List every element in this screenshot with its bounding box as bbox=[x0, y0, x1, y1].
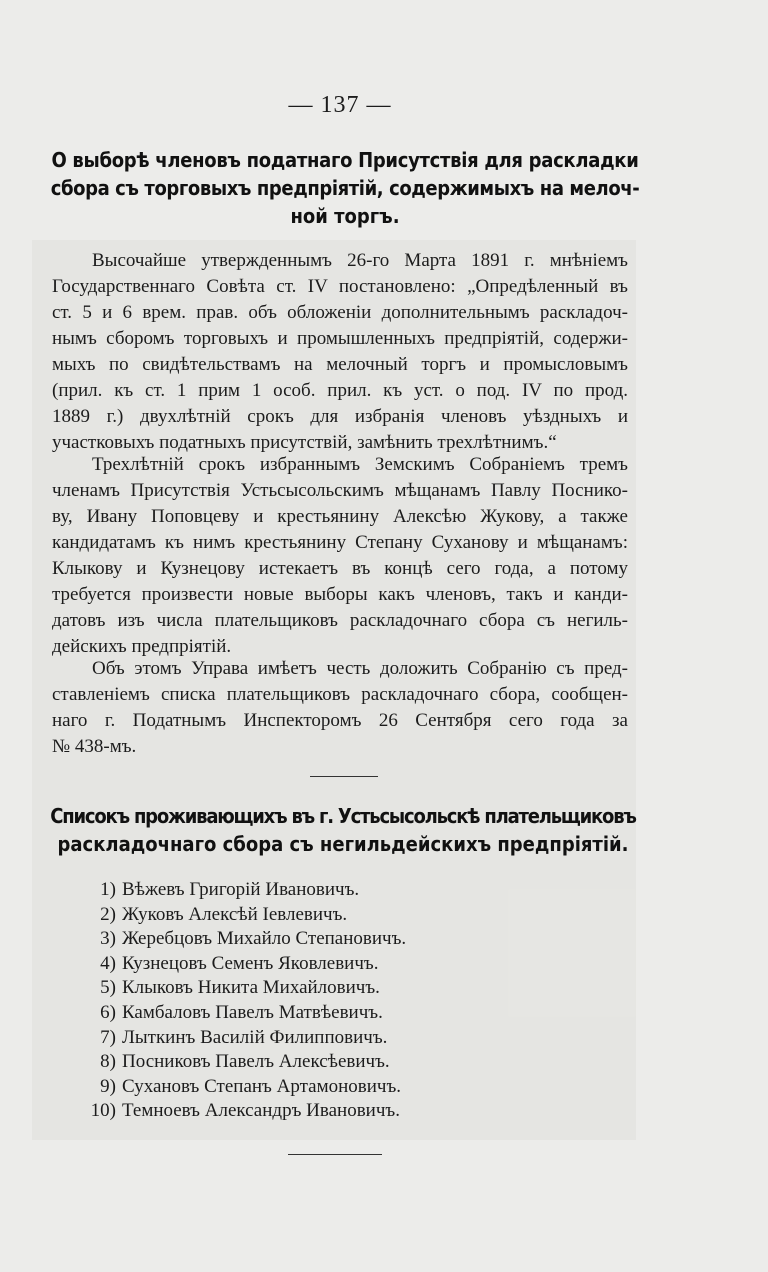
text-line: 1889 г.) двухлѣтній срокъ для избранія членовъ уѣздныхъ и bbox=[52, 406, 628, 427]
item-name: Сухановъ Степанъ Артамоновичъ. bbox=[122, 1075, 402, 1097]
paragraph-term bbox=[52, 452, 628, 660]
item-number: 5) bbox=[100, 977, 116, 999]
text-line: Высочайше утвержденнымъ 26-го Марта 1891 г. мнѣніемъ bbox=[92, 250, 628, 271]
item-number: 6) bbox=[100, 1001, 116, 1023]
item-name: Камбаловъ Павелъ Матвѣевичъ. bbox=[122, 1001, 383, 1023]
text-line: ст. 5 и 6 врем. прав. объ обложеніи дополнительнымъ раскладоч- bbox=[52, 302, 628, 323]
item-number: 7) bbox=[100, 1026, 116, 1048]
page-number: — 137 — bbox=[288, 92, 392, 118]
text-line: № 438-мъ. bbox=[52, 736, 137, 757]
list-item bbox=[88, 878, 608, 903]
text-line: нымъ сборомъ торговыхъ и промышленныхъ предпріятій, содержи- bbox=[52, 328, 628, 349]
payers-list bbox=[88, 878, 608, 1124]
item-name: Вѣжевъ Григорій Ивановичъ. bbox=[122, 879, 360, 900]
section-divider bbox=[310, 776, 378, 777]
list-item bbox=[88, 903, 608, 928]
text-line: наго г. Податнымъ Инспекторомъ 26 Сентября сего года за bbox=[52, 710, 628, 731]
item-number: 9) bbox=[100, 1075, 116, 1097]
end-divider bbox=[288, 1154, 382, 1155]
item-name: Жуковъ Алексѣй Іевлевичъ. bbox=[122, 903, 348, 925]
item-name: Темноевъ Александръ Ивановичъ. bbox=[122, 1100, 400, 1122]
item-number: 2) bbox=[100, 903, 116, 925]
text-line: мыхъ по свидѣтельствамъ на мелочный торгъ и промысловымъ bbox=[52, 354, 628, 375]
text-line: (прил. къ ст. 1 прим 1 особ. прил. къ уст. о под. IV по прод. bbox=[52, 380, 628, 401]
item-number: 10) bbox=[90, 1100, 116, 1122]
text-line: участковыхъ податныхъ присутствій, замѣнить трехлѣтнимъ.“ bbox=[52, 432, 557, 453]
list-item bbox=[88, 952, 608, 977]
list-item bbox=[88, 1026, 608, 1051]
text-line: Государственнаго Совѣта ст. IV постановлено: „Опредѣленный въ bbox=[52, 276, 628, 297]
list-item bbox=[88, 927, 608, 952]
list-item bbox=[88, 976, 608, 1001]
text-line: членамъ Присутствія Устьсысольскимъ мѣщанамъ Павлу Поснико- bbox=[52, 480, 628, 501]
paragraph-report bbox=[52, 656, 628, 760]
list-title bbox=[48, 802, 638, 858]
paragraph-resolution bbox=[52, 248, 628, 456]
item-number: 4) bbox=[100, 952, 116, 974]
title-line: раскладочнаго сбора съ негильдейскихъ предпріятій. bbox=[57, 832, 629, 856]
title-line: сбора съ торговыхъ предпріятій, содержимыхъ на мелоч- bbox=[50, 176, 640, 200]
text-line: кандидатамъ къ нимъ крестьянину Степану Суханову и мѣщанамъ: bbox=[52, 532, 628, 553]
text-line: Клыкову и Кузнецову истекаетъ въ концѣ сего года, а потому bbox=[52, 558, 628, 579]
title-line: Списокъ проживающихъ въ г. Устьсысольскѣ плательщиковъ bbox=[50, 804, 636, 828]
item-name: Клыковъ Никита Михайловичъ. bbox=[122, 977, 380, 999]
list-item bbox=[88, 1050, 608, 1075]
item-number: 3) bbox=[100, 928, 116, 950]
title-line: ной торгъ. bbox=[290, 204, 400, 228]
text-line: дейскихъ предпріятій. bbox=[52, 636, 232, 657]
text-line: ставленіемъ списка плательщиковъ раскладочнаго сбора, сообщен- bbox=[52, 684, 628, 705]
item-number: 1) bbox=[100, 879, 116, 900]
item-name: Жеребцовъ Михайло Степановичъ. bbox=[122, 928, 407, 950]
title-line: О выборѣ членовъ податнаго Присутствія для раскладки bbox=[51, 148, 639, 172]
item-number: 8) bbox=[100, 1051, 116, 1073]
text-line: требуется произвести новые выборы какъ членовъ, такъ и канди- bbox=[52, 584, 628, 605]
text-line: датовъ изъ числа плательщиковъ раскладочнаго сбора съ негиль- bbox=[52, 610, 628, 631]
list-item bbox=[88, 1099, 608, 1124]
list-item bbox=[88, 1075, 608, 1100]
item-name: Кузнецовъ Семенъ Яковлевичъ. bbox=[122, 952, 379, 974]
item-name: Посниковъ Павелъ Алексѣевичъ. bbox=[122, 1051, 390, 1073]
text-line: Трехлѣтній срокъ избраннымъ Земскимъ Собраніемъ тремъ bbox=[92, 454, 628, 475]
item-name: Лыткинъ Василій Филипповичъ. bbox=[122, 1026, 388, 1048]
section-title bbox=[50, 146, 640, 230]
text-line: ву, Ивану Поповцеву и крестьянину Алексѣю Жукову, а также bbox=[52, 506, 628, 527]
list-item bbox=[88, 1001, 608, 1026]
text-line: Объ этомъ Управа имѣетъ честь доложить Собранію съ пред- bbox=[92, 658, 628, 679]
